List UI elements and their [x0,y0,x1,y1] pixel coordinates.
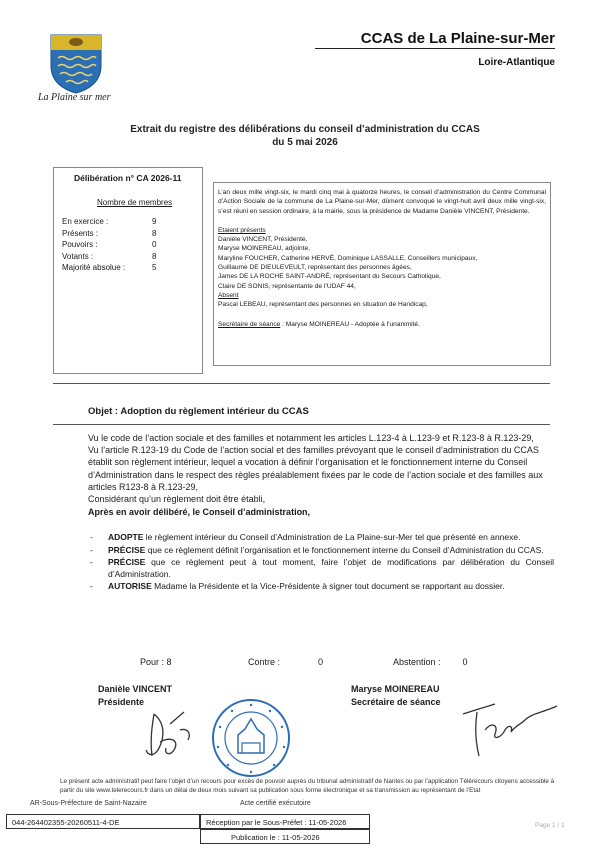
decision-keyword: PRÉCISE [108,544,146,555]
members-label: Pouvoirs : [62,240,98,249]
org-subtitle: Loire-Atlantique [478,57,555,68]
ar-label: AR-Sous-Préfecture de Saint-Nazaire [30,800,147,807]
members-list [62,216,168,274]
page-number: Page 1 / 1 [535,822,565,829]
votes-contre-label: Contre : [248,657,281,667]
decision-keyword: PRÉCISE [108,557,146,567]
votes-pour [140,657,172,667]
ccas-official-stamp [210,697,292,784]
secretary-role: Secrétaire de séance [351,697,441,707]
decision-list [88,532,554,594]
members-label: Présents : [62,228,99,238]
president-name: Danièle VINCENT [98,684,173,694]
decision-text: Madame la Présidente et la Vice-Présidente à signer tout document se rapportant au dossier. [151,581,505,591]
decision-item: - AUTORISE Madame la Présidente et la Vice-Présidente à signer tout document se rapportant au dossier. [90,581,505,591]
votes-pour-value: 8 [166,657,172,667]
decision-text: le règlement intérieur du Conseil d’Administration de La Plaine-sur-Mer tel que présenté en annexe. [143,532,521,542]
votes-abstention-value: 0 [462,657,468,667]
present-member: Guillaume DE DIEULEVEULT, représentant des personnes âgées, [218,264,412,272]
absent-member: Pascal LEBEAU, représentant des personnes en situation de Handicap, [218,301,428,309]
secretary-line [218,320,546,329]
legal-basis-1: Vu le code de l’action sociale et des familles et notamment les articles L.123-4 à L.123-9 et R.123-8 à R.123-29, [88,433,534,443]
deliberation-number: Délibération n° CA 2026-11 [74,173,182,183]
decision-text: que ce règlement peut à tout moment, faire l’objet de modifications par délibération du Conseil d’Administration. [108,557,554,579]
reception-box: Réception par le Sous-Préfet : 11-05-2026 [200,814,370,829]
votes-contre [248,657,323,667]
present-member: Maryline FOUCHER, Catherine HERVÉ, Dominique LASSALLE, Conseillers municipaux, [218,254,478,262]
document-title [60,123,550,149]
members-row [62,262,168,274]
ccas-crest-logo [48,32,104,94]
session-opening: L’an deux mille vingt-six, le mardi cinq mai à quatorze heures, le conseil d’administration du Centre Communal d’Action Sociale de la commune de La Plaine-sur-Mer, dûment convoqué le vingt-huit avril deux mille vingt-six, s’est réuni en session ordinaire, à la mairie, sous la présidence de Madame Danièle VINCENT, Présidente. [218,189,546,215]
publication-box: Publication le : 11-05-2026 [200,829,370,844]
members-value: 8 [152,251,157,261]
present-member: James DE LA ROCHE SAINT-ANDRÉ, représentant du Secours Catholique, [218,273,441,281]
absent-heading: Absent [218,291,239,299]
members-row [62,228,168,240]
members-heading: Nombre de membres [97,198,173,207]
document-title-line1: Extrait du registre des délibérations du conseil d’administration du CCAS [130,124,480,135]
members-row [62,251,168,263]
decision-item: - PRÉCISE que ce règlement peut à tout moment, faire l’objet de modifications par délibération du Conseil d’Administration. [90,557,554,579]
decision-keyword: AUTORISE [108,581,152,591]
members-value: 8 [152,228,157,238]
decision-item: - PRÉCISE que ce règlement définit l’organisation et le fonctionnement interne du Conseil d’Administration du CCAS. [90,544,544,555]
decision-text: que ce règlement définit l’organisation et le fonctionnement interne du Conseil d’Administration du CCAS. [145,544,544,555]
session-info-text [218,188,546,329]
deliberation-statement: Après en avoir délibéré, le Conseil d’administration, [88,507,311,517]
legal-basis-paragraph [88,432,548,505]
decision-keyword: ADOPTE [108,532,144,542]
secretary-name: Maryse MOINEREAU [351,684,440,694]
members-row [62,216,168,228]
secretary-text: : Maryse MOINEREAU - Adoptée à l’unanimité. [280,320,420,328]
members-label: Votants : [62,251,94,261]
secretary-signature-image [455,700,560,765]
present-member: Claire DE SONIS, représentante de l’UDAF 44, [218,282,356,290]
present-member: Maryse MOINEREAU, adjointe, [218,245,310,253]
votes-abstention [393,657,468,667]
members-value: 5 [152,263,157,272]
votes-pour-label: Pour : [140,657,165,667]
acte-id-box: 044-264402355-20260511-4-DE [6,814,200,829]
members-label: En exercice : [62,217,109,226]
members-label: Majorité absolue : [62,263,126,272]
secretary-label: Secrétaire de séance [218,320,281,328]
org-title: CCAS de La Plaine-sur-Mer [360,30,555,47]
section-divider [53,383,550,384]
acte-label: Acte certifié exécutoire [240,800,311,807]
votes-abstention-label: Abstention : [393,657,441,667]
header-divider [315,48,555,49]
document-title-line2: du 5 mai 2026 [272,137,338,148]
section-divider [53,424,550,425]
present-member: Danièle VINCENT, Présidente, [218,236,308,244]
legal-notice: Le présent acte administratif peut faire l’objet d’un recours pour excès de pouvoir auprès du tribunal administratif de Nantes ou par l’application Télérecours citoyens accessible à partir du site www.telerecours.fr dans un délai de deux mois suivant sa publication sous forme électronique et sa transmission au représentant de l’Etat [60,778,555,794]
decision-item: - ADOPTE le règlement intérieur du Conseil d’Administration de La Plaine-sur-Mer tel que présenté en annexe. [90,532,521,542]
subject-title: Objet : Adoption du règlement intérieur du CCAS [88,406,309,417]
president-role: Présidente [98,697,145,707]
town-signature: La Plaine sur mer [38,92,111,103]
votes-contre-value: 0 [318,657,324,667]
present-heading: Etaient présents [218,226,266,234]
legal-basis-2: Vu l’article R.123-19 du Code de l’action social et des familles prévoyant que le conseil d’administration du CCAS établit son règlement intérieur, lequel a vocation à définir l’organisation et le fonctionnement interne du Conseil d’Administration dans le respect des règles préalablement fixées par le code de l’action sociale et des familles aux articles R123-8 à R.123-29, [88,445,543,492]
members-value: 9 [152,217,157,226]
members-value: 0 [152,240,157,249]
president-signature-image [140,706,200,769]
considerant-line: Considérant qu’un règlement doit être établi, [88,494,266,505]
members-row [62,239,168,251]
